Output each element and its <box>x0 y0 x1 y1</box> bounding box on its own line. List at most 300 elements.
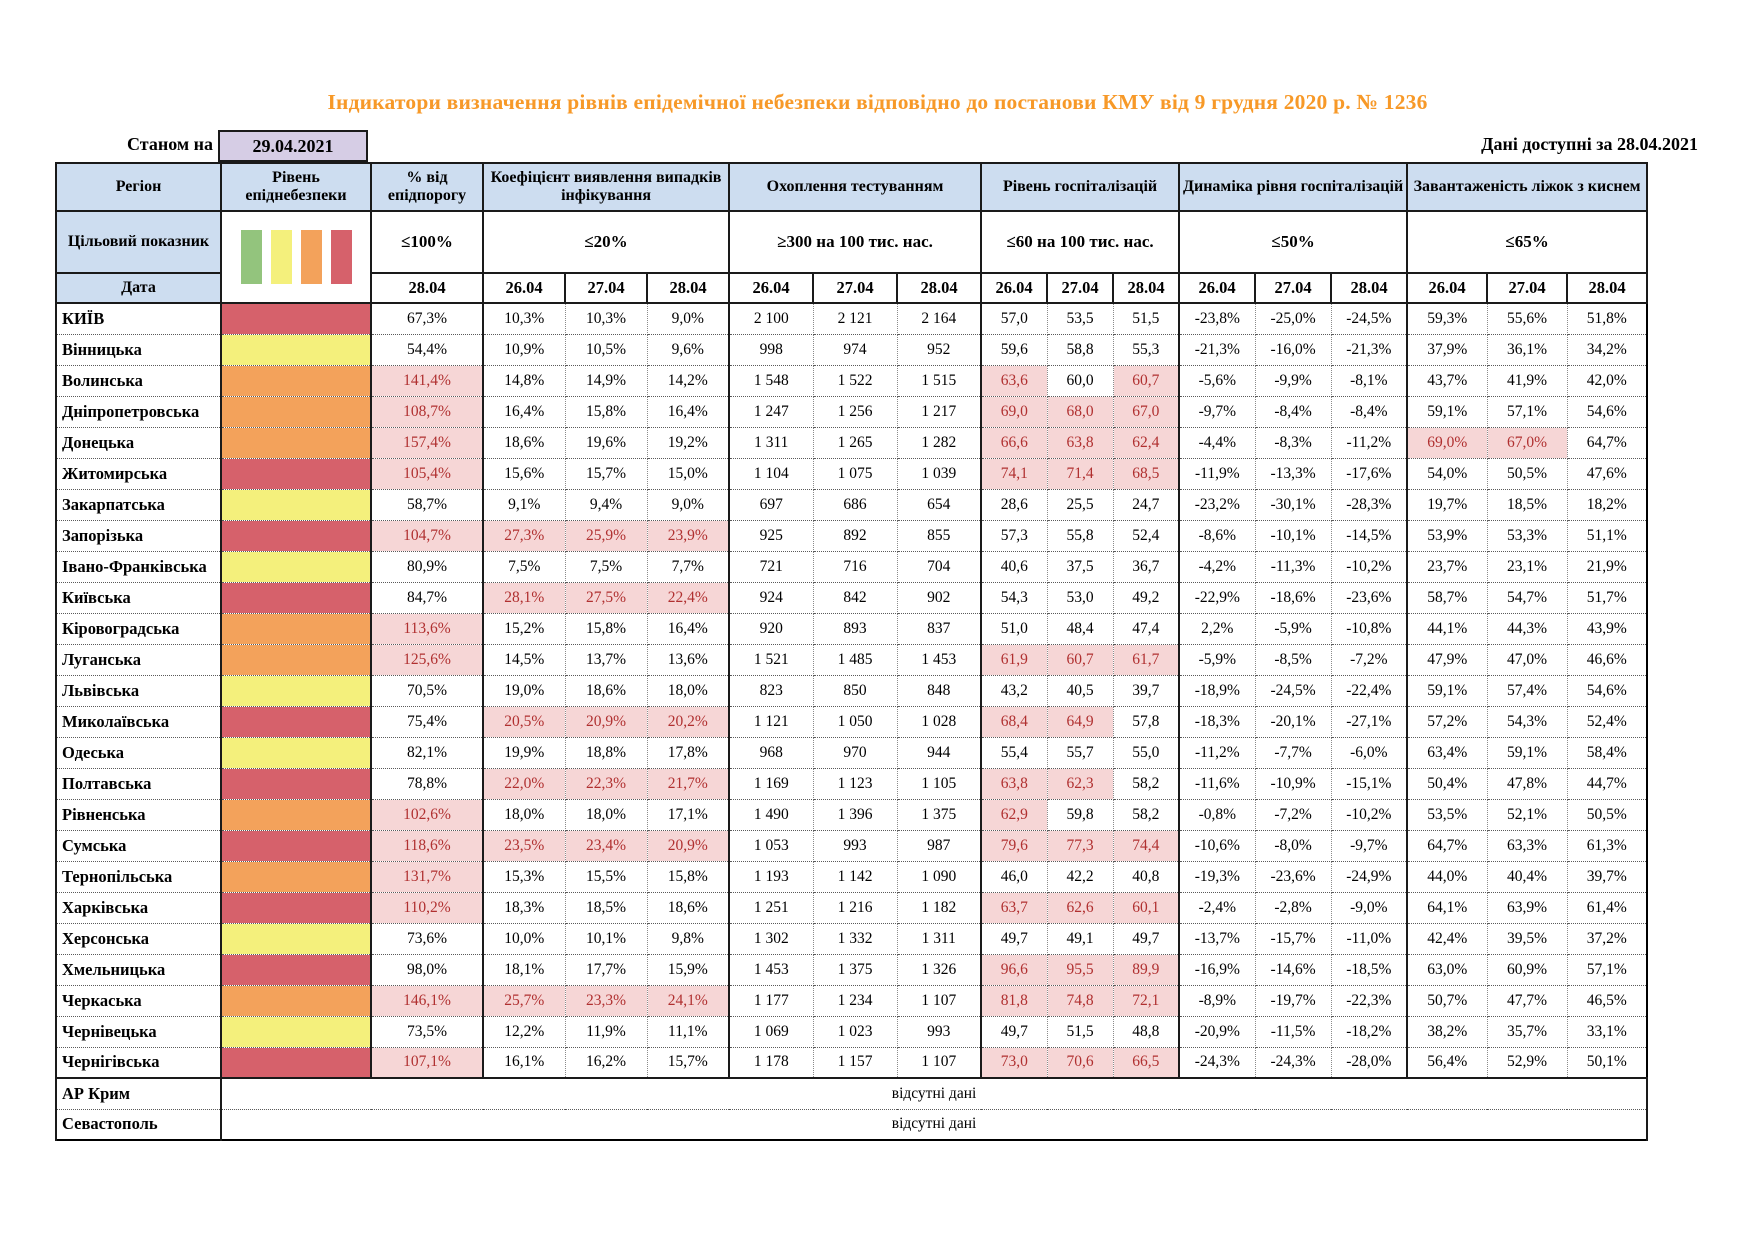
dyn-cell: -10,6% <box>1179 830 1255 861</box>
test-cell: 1 028 <box>897 706 981 737</box>
beds-cell: 55,6% <box>1487 303 1567 334</box>
beds-cell: 53,9% <box>1407 520 1487 551</box>
coef-cell: 25,9% <box>565 520 647 551</box>
dyn-cell: -2,4% <box>1179 892 1255 923</box>
level-swatch <box>221 644 371 675</box>
coef-cell: 22,0% <box>483 768 565 799</box>
region-cell: Луганська <box>56 644 221 675</box>
table-row <box>56 1016 1647 1047</box>
dyn-cell: -15,7% <box>1255 923 1331 954</box>
hosp-cell: 62,4 <box>1113 427 1179 458</box>
region-cell: КИЇВ <box>56 303 221 334</box>
target-row-label: Цільовий показник <box>56 211 221 273</box>
region-cell: Севастополь <box>56 1109 221 1140</box>
dyn-cell: -5,9% <box>1179 644 1255 675</box>
test-cell: 697 <box>729 489 813 520</box>
test-cell: 920 <box>729 613 813 644</box>
date-cell: 28.04 <box>1331 273 1407 303</box>
hosp-cell: 57,3 <box>981 520 1047 551</box>
level-swatch <box>221 334 371 365</box>
dyn-cell: -9,9% <box>1255 365 1331 396</box>
coef-cell: 20,5% <box>483 706 565 737</box>
coef-cell: 10,5% <box>565 334 647 365</box>
coef-cell: 7,5% <box>483 551 565 582</box>
pct-cell: 73,6% <box>371 923 483 954</box>
beds-cell: 50,5% <box>1487 458 1567 489</box>
dyn-cell: -19,3% <box>1179 861 1255 892</box>
target-dyn: ≤50% <box>1179 211 1407 273</box>
beds-cell: 43,9% <box>1567 613 1647 644</box>
coef-cell: 10,3% <box>565 303 647 334</box>
level-swatch <box>221 551 371 582</box>
dyn-cell: -9,7% <box>1179 396 1255 427</box>
table-row <box>56 520 1647 551</box>
dyn-cell: -18,2% <box>1331 1016 1407 1047</box>
beds-cell: 44,1% <box>1407 613 1487 644</box>
dyn-cell: -9,0% <box>1331 892 1407 923</box>
hosp-cell: 62,9 <box>981 799 1047 830</box>
test-cell: 842 <box>813 582 897 613</box>
dyn-cell: -28,3% <box>1331 489 1407 520</box>
coef-cell: 15,3% <box>483 861 565 892</box>
coef-cell: 15,7% <box>565 458 647 489</box>
test-cell: 1 311 <box>897 923 981 954</box>
table-row <box>56 1047 1647 1078</box>
date-cell: 26.04 <box>1179 273 1255 303</box>
dyn-cell: -24,9% <box>1331 861 1407 892</box>
test-cell: 1 107 <box>897 1047 981 1078</box>
dyn-cell: -20,1% <box>1255 706 1331 737</box>
region-cell: Кіровоградська <box>56 613 221 644</box>
hosp-cell: 61,7 <box>1113 644 1179 675</box>
test-cell: 1 123 <box>813 768 897 799</box>
coef-cell: 21,7% <box>647 768 729 799</box>
test-cell: 987 <box>897 830 981 861</box>
hosp-cell: 36,7 <box>1113 551 1179 582</box>
test-cell: 2 164 <box>897 303 981 334</box>
dyn-cell: -7,2% <box>1331 644 1407 675</box>
dyn-cell: -14,5% <box>1331 520 1407 551</box>
coef-cell: 19,0% <box>483 675 565 706</box>
region-cell: Чернігівська <box>56 1047 221 1078</box>
hosp-cell: 66,6 <box>981 427 1047 458</box>
pct-cell: 118,6% <box>371 830 483 861</box>
coef-cell: 18,8% <box>565 737 647 768</box>
hosp-cell: 25,5 <box>1047 489 1113 520</box>
beds-cell: 59,1% <box>1407 396 1487 427</box>
date-cell: 26.04 <box>981 273 1047 303</box>
test-cell: 1 396 <box>813 799 897 830</box>
pct-cell: 125,6% <box>371 644 483 675</box>
test-cell: 1 142 <box>813 861 897 892</box>
hosp-cell: 55,8 <box>1047 520 1113 551</box>
hosp-cell: 53,5 <box>1047 303 1113 334</box>
date-cell: 27.04 <box>1255 273 1331 303</box>
table-row <box>56 613 1647 644</box>
coef-cell: 16,2% <box>565 1047 647 1078</box>
date-cell: 27.04 <box>1487 273 1567 303</box>
test-cell: 823 <box>729 675 813 706</box>
dyn-cell: -10,9% <box>1255 768 1331 799</box>
col-group-hosp: Рівень госпіталізацій <box>981 163 1179 211</box>
test-cell: 924 <box>729 582 813 613</box>
region-cell: Дніпропетровська <box>56 396 221 427</box>
region-cell: Львівська <box>56 675 221 706</box>
dyn-cell: -13,7% <box>1179 923 1255 954</box>
coef-cell: 18,6% <box>565 675 647 706</box>
pct-cell: 110,2% <box>371 892 483 923</box>
epidemic-level-legend <box>221 211 371 303</box>
indicators-table <box>55 162 1648 1141</box>
coef-cell: 14,9% <box>565 365 647 396</box>
beds-cell: 63,3% <box>1487 830 1567 861</box>
test-cell: 1 485 <box>813 644 897 675</box>
dyn-cell: -11,0% <box>1331 923 1407 954</box>
date-cell: 27.04 <box>565 273 647 303</box>
coef-cell: 13,7% <box>565 644 647 675</box>
test-cell: 1 453 <box>897 644 981 675</box>
beds-cell: 54,7% <box>1487 582 1567 613</box>
date-row-label: Дата <box>56 273 221 303</box>
test-cell: 1 375 <box>897 799 981 830</box>
table-row <box>56 923 1647 954</box>
dyn-cell: -23,6% <box>1255 861 1331 892</box>
beds-cell: 18,5% <box>1487 489 1567 520</box>
hosp-cell: 96,6 <box>981 954 1047 985</box>
hosp-cell: 58,8 <box>1047 334 1113 365</box>
level-swatch <box>221 1047 371 1078</box>
coef-cell: 9,8% <box>647 923 729 954</box>
hosp-cell: 73,0 <box>981 1047 1047 1078</box>
hosp-cell: 49,1 <box>1047 923 1113 954</box>
pct-cell: 98,0% <box>371 954 483 985</box>
dyn-cell: -24,3% <box>1179 1047 1255 1078</box>
dyn-cell: -5,9% <box>1255 613 1331 644</box>
test-cell: 855 <box>897 520 981 551</box>
hosp-cell: 63,8 <box>981 768 1047 799</box>
pct-cell: 107,1% <box>371 1047 483 1078</box>
beds-cell: 46,5% <box>1567 985 1647 1016</box>
beds-cell: 23,7% <box>1407 551 1487 582</box>
region-cell: Чернівецька <box>56 1016 221 1047</box>
hosp-cell: 40,6 <box>981 551 1047 582</box>
coef-cell: 12,2% <box>483 1016 565 1047</box>
beds-cell: 38,2% <box>1407 1016 1487 1047</box>
region-cell: Запорізька <box>56 520 221 551</box>
hosp-cell: 48,8 <box>1113 1016 1179 1047</box>
beds-cell: 63,4% <box>1407 737 1487 768</box>
dyn-cell: -2,8% <box>1255 892 1331 923</box>
dyn-cell: -28,0% <box>1331 1047 1407 1078</box>
hosp-cell: 81,8 <box>981 985 1047 1016</box>
test-cell: 893 <box>813 613 897 644</box>
pct-cell: 78,8% <box>371 768 483 799</box>
pct-cell: 141,4% <box>371 365 483 396</box>
coef-cell: 14,8% <box>483 365 565 396</box>
pct-cell: 75,4% <box>371 706 483 737</box>
dyn-cell: -18,3% <box>1179 706 1255 737</box>
region-cell: Херсонська <box>56 923 221 954</box>
hosp-cell: 42,2 <box>1047 861 1113 892</box>
header-group-row <box>56 163 1647 211</box>
coef-cell: 18,6% <box>483 427 565 458</box>
table-row <box>56 799 1647 830</box>
coef-cell: 10,3% <box>483 303 565 334</box>
beds-cell: 59,1% <box>1407 675 1487 706</box>
dyn-cell: -30,1% <box>1255 489 1331 520</box>
dyn-cell: -23,2% <box>1179 489 1255 520</box>
beds-cell: 63,0% <box>1407 954 1487 985</box>
test-cell: 1 050 <box>813 706 897 737</box>
beds-cell: 18,2% <box>1567 489 1647 520</box>
test-cell: 1 490 <box>729 799 813 830</box>
beds-cell: 34,2% <box>1567 334 1647 365</box>
beds-cell: 54,3% <box>1487 706 1567 737</box>
coef-cell: 11,1% <box>647 1016 729 1047</box>
coef-cell: 18,0% <box>483 799 565 830</box>
test-cell: 1 104 <box>729 458 813 489</box>
hosp-cell: 43,2 <box>981 675 1047 706</box>
pct-cell: 131,7% <box>371 861 483 892</box>
hosp-cell: 49,7 <box>1113 923 1179 954</box>
beds-cell: 35,7% <box>1487 1016 1567 1047</box>
data-available-date: 28.04.2021 <box>1617 134 1698 154</box>
coef-cell: 15,7% <box>647 1047 729 1078</box>
test-cell: 892 <box>813 520 897 551</box>
hosp-cell: 47,4 <box>1113 613 1179 644</box>
pct-cell: 102,6% <box>371 799 483 830</box>
legend-green-bar <box>241 230 262 284</box>
beds-cell: 53,5% <box>1407 799 1487 830</box>
dyn-cell: -5,6% <box>1179 365 1255 396</box>
test-cell: 2 100 <box>729 303 813 334</box>
test-cell: 850 <box>813 675 897 706</box>
beds-cell: 54,6% <box>1567 396 1647 427</box>
pct-cell: 82,1% <box>371 737 483 768</box>
beds-cell: 50,1% <box>1567 1047 1647 1078</box>
beds-cell: 64,1% <box>1407 892 1487 923</box>
level-swatch <box>221 675 371 706</box>
beds-cell: 52,9% <box>1487 1047 1567 1078</box>
coef-cell: 9,4% <box>565 489 647 520</box>
pct-cell: 84,7% <box>371 582 483 613</box>
test-cell: 1 069 <box>729 1016 813 1047</box>
hosp-cell: 55,4 <box>981 737 1047 768</box>
test-cell: 1 265 <box>813 427 897 458</box>
date-cell: 28.04 <box>1567 273 1647 303</box>
table-body <box>56 303 1647 1140</box>
table-row <box>56 427 1647 458</box>
test-cell: 1 217 <box>897 396 981 427</box>
hosp-cell: 60,7 <box>1113 365 1179 396</box>
beds-cell: 46,6% <box>1567 644 1647 675</box>
test-cell: 993 <box>813 830 897 861</box>
pct-cell: 67,3% <box>371 303 483 334</box>
test-cell: 1 521 <box>729 644 813 675</box>
beds-cell: 54,6% <box>1567 675 1647 706</box>
dyn-cell: -25,0% <box>1255 303 1331 334</box>
level-swatch <box>221 458 371 489</box>
level-swatch <box>221 427 371 458</box>
date-cell: 26.04 <box>729 273 813 303</box>
coef-cell: 23,4% <box>565 830 647 861</box>
pct-cell: 80,9% <box>371 551 483 582</box>
dyn-cell: -7,7% <box>1255 737 1331 768</box>
hosp-cell: 72,1 <box>1113 985 1179 1016</box>
coef-cell: 22,4% <box>647 582 729 613</box>
date-cell: 28.04 <box>371 273 483 303</box>
hosp-cell: 48,4 <box>1047 613 1113 644</box>
dyn-cell: -16,9% <box>1179 954 1255 985</box>
dyn-cell: -10,1% <box>1255 520 1331 551</box>
region-cell: Одеська <box>56 737 221 768</box>
hosp-cell: 95,5 <box>1047 954 1113 985</box>
as-of-date-box <box>218 130 368 162</box>
hosp-cell: 53,0 <box>1047 582 1113 613</box>
coef-cell: 23,3% <box>565 985 647 1016</box>
hosp-cell: 51,0 <box>981 613 1047 644</box>
region-cell: Вінницька <box>56 334 221 365</box>
test-cell: 902 <box>897 582 981 613</box>
hosp-cell: 59,6 <box>981 334 1047 365</box>
beds-cell: 50,4% <box>1407 768 1487 799</box>
hosp-cell: 69,0 <box>981 396 1047 427</box>
hosp-cell: 60,1 <box>1113 892 1179 923</box>
test-cell: 1 326 <box>897 954 981 985</box>
date-cell: 28.04 <box>1113 273 1179 303</box>
table-row <box>56 365 1647 396</box>
dyn-cell: -8,1% <box>1331 365 1407 396</box>
data-available-label: Дані доступні за <box>1481 134 1613 154</box>
table-row <box>56 768 1647 799</box>
dyn-cell: -10,2% <box>1331 551 1407 582</box>
level-swatch <box>221 892 371 923</box>
level-swatch <box>221 799 371 830</box>
beds-cell: 37,2% <box>1567 923 1647 954</box>
level-swatch <box>221 1016 371 1047</box>
date-cell: 26.04 <box>483 273 565 303</box>
table-row <box>56 706 1647 737</box>
coef-cell: 19,9% <box>483 737 565 768</box>
dyn-cell: -10,2% <box>1331 799 1407 830</box>
test-cell: 1 515 <box>897 365 981 396</box>
coef-cell: 15,8% <box>647 861 729 892</box>
coef-cell: 23,9% <box>647 520 729 551</box>
region-cell: Волинська <box>56 365 221 396</box>
no-data-cell: відсутні дані <box>221 1109 1647 1140</box>
col-group-level: Рівень епіднебезпеки <box>221 163 371 211</box>
test-cell: 1 256 <box>813 396 897 427</box>
test-cell: 1 234 <box>813 985 897 1016</box>
coef-cell: 14,2% <box>647 365 729 396</box>
hosp-cell: 55,0 <box>1113 737 1179 768</box>
dyn-cell: -16,0% <box>1255 334 1331 365</box>
dyn-cell: -6,0% <box>1331 737 1407 768</box>
test-cell: 1 177 <box>729 985 813 1016</box>
coef-cell: 18,5% <box>565 892 647 923</box>
dyn-cell: -21,3% <box>1179 334 1255 365</box>
region-cell: Рівненська <box>56 799 221 830</box>
coef-cell: 9,0% <box>647 303 729 334</box>
test-cell: 970 <box>813 737 897 768</box>
coef-cell: 15,2% <box>483 613 565 644</box>
dyn-cell: -21,3% <box>1331 334 1407 365</box>
hosp-cell: 52,4 <box>1113 520 1179 551</box>
level-swatch <box>221 861 371 892</box>
beds-cell: 61,3% <box>1567 830 1647 861</box>
level-swatch <box>221 706 371 737</box>
hosp-cell: 51,5 <box>1113 303 1179 334</box>
table-row <box>56 582 1647 613</box>
test-cell: 1 332 <box>813 923 897 954</box>
col-group-dyn: Динаміка рівня госпіталізацій <box>1179 163 1407 211</box>
coef-cell: 20,9% <box>565 706 647 737</box>
coef-cell: 13,6% <box>647 644 729 675</box>
coef-cell: 18,3% <box>483 892 565 923</box>
coef-cell: 18,6% <box>647 892 729 923</box>
hosp-cell: 60,7 <box>1047 644 1113 675</box>
hosp-cell: 62,3 <box>1047 768 1113 799</box>
test-cell: 1 251 <box>729 892 813 923</box>
beds-cell: 53,3% <box>1487 520 1567 551</box>
coef-cell: 17,8% <box>647 737 729 768</box>
coef-cell: 20,2% <box>647 706 729 737</box>
table-row <box>56 334 1647 365</box>
coef-cell: 15,0% <box>647 458 729 489</box>
region-cell: Київська <box>56 582 221 613</box>
pct-cell: 105,4% <box>371 458 483 489</box>
dyn-cell: -8,6% <box>1179 520 1255 551</box>
dyn-cell: -9,7% <box>1331 830 1407 861</box>
test-cell: 1 107 <box>897 985 981 1016</box>
dyn-cell: -18,6% <box>1255 582 1331 613</box>
hosp-cell: 40,5 <box>1047 675 1113 706</box>
test-cell: 1 023 <box>813 1016 897 1047</box>
dyn-cell: -22,9% <box>1179 582 1255 613</box>
test-cell: 1 375 <box>813 954 897 985</box>
col-group-test: Охоплення тестуванням <box>729 163 981 211</box>
region-cell: Тернопільська <box>56 861 221 892</box>
coef-cell: 7,7% <box>647 551 729 582</box>
region-cell: Хмельницька <box>56 954 221 985</box>
test-cell: 1 453 <box>729 954 813 985</box>
coef-cell: 16,4% <box>647 613 729 644</box>
beds-cell: 21,9% <box>1567 551 1647 582</box>
coef-cell: 23,5% <box>483 830 565 861</box>
level-swatch <box>221 830 371 861</box>
dyn-cell: -7,2% <box>1255 799 1331 830</box>
dyn-cell: -23,8% <box>1179 303 1255 334</box>
hosp-cell: 71,4 <box>1047 458 1113 489</box>
beds-cell: 33,1% <box>1567 1016 1647 1047</box>
region-cell: Сумська <box>56 830 221 861</box>
level-swatch <box>221 768 371 799</box>
dyn-cell: -8,9% <box>1179 985 1255 1016</box>
dyn-cell: -8,3% <box>1255 427 1331 458</box>
legend-red-bar <box>331 230 352 284</box>
dyn-cell: -13,3% <box>1255 458 1331 489</box>
coef-cell: 17,7% <box>565 954 647 985</box>
dyn-cell: -22,3% <box>1331 985 1407 1016</box>
beds-cell: 63,9% <box>1487 892 1567 923</box>
hosp-cell: 89,9 <box>1113 954 1179 985</box>
coef-cell: 18,0% <box>565 799 647 830</box>
beds-cell: 47,6% <box>1567 458 1647 489</box>
hosp-cell: 74,1 <box>981 458 1047 489</box>
coef-cell: 14,5% <box>483 644 565 675</box>
test-cell: 968 <box>729 737 813 768</box>
test-cell: 686 <box>813 489 897 520</box>
